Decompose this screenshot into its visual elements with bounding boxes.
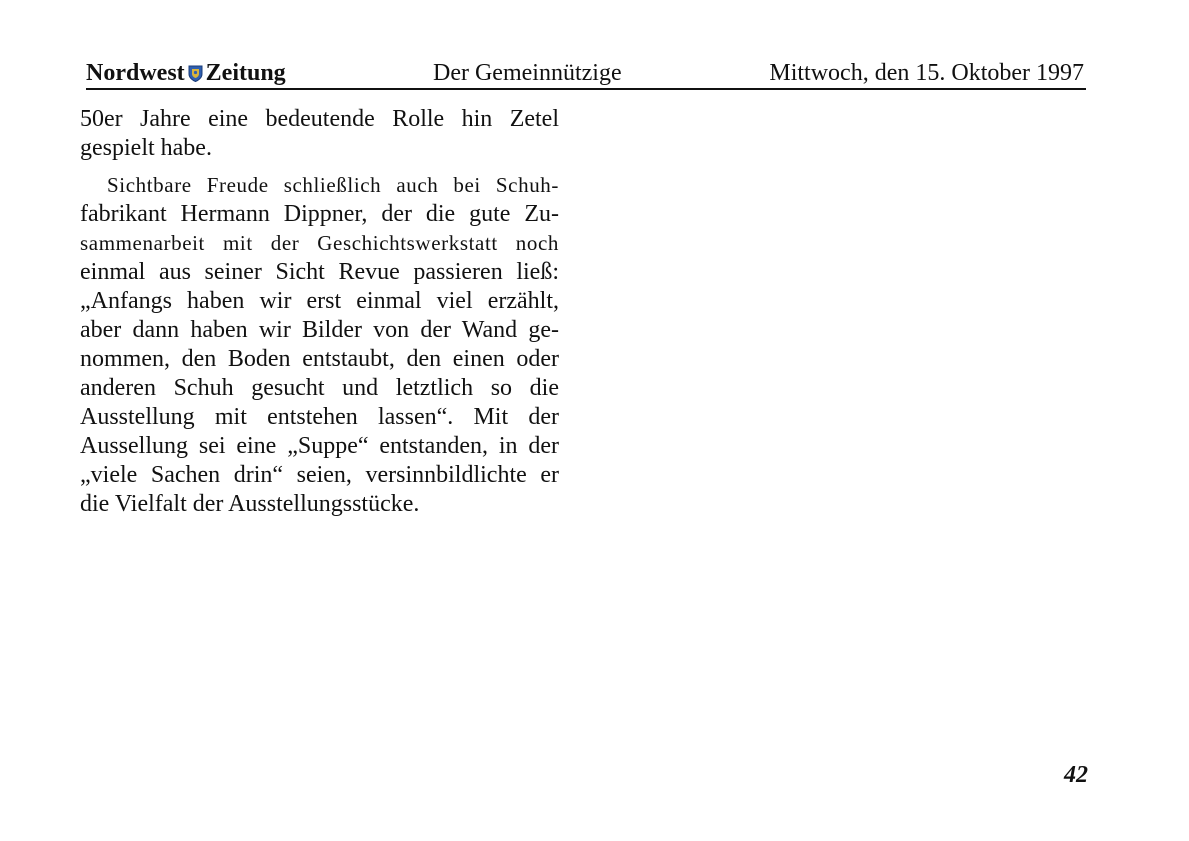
text-line: sammenarbeit mit der Geschichtswerkstatt noch	[80, 231, 559, 255]
page-number: 42	[1064, 762, 1088, 788]
text-line: anderen Schuh gesucht und letztlich so die	[80, 375, 559, 401]
text-line: nommen, den Boden entstaubt, den einen oder	[80, 346, 559, 372]
newspaper-masthead	[86, 58, 286, 88]
text-line: 50er Jahre eine bedeutende Rolle hin Zetel	[80, 106, 559, 132]
text-line: gespielt habe.	[80, 135, 212, 161]
text-line: „Anfangs haben wir erst einmal viel erzählt,	[80, 288, 559, 314]
article-paragraph	[80, 105, 559, 163]
article-column	[80, 105, 559, 519]
text-line-content: Sichtbare Freude schließlich auch bei Schuh-	[107, 173, 559, 197]
masthead-left-word: Nordwest	[86, 60, 185, 86]
text-line: „viele Sachen drin“ seien, versinnbildlichte er	[80, 462, 559, 488]
issue-date: Mittwoch, den 15. Oktober 1997	[769, 60, 1084, 86]
article-paragraph	[80, 171, 559, 519]
coat-of-arms-icon	[188, 65, 203, 82]
section-title: Der Gemeinnützige	[433, 60, 622, 86]
page-header	[86, 58, 1086, 90]
text-line: aber dann haben wir Bilder von der Wand ge-	[80, 317, 559, 343]
text-line: einmal aus seiner Sicht Revue passieren ließ:	[80, 259, 559, 285]
masthead-right-word: Zeitung	[205, 60, 286, 86]
text-line-indented	[80, 171, 559, 200]
text-line: Aussellung sei eine „Suppe“ entstanden, in der	[80, 433, 559, 459]
text-line: Ausstellung mit entstehen lassen“. Mit der	[80, 404, 559, 430]
text-line: fabrikant Hermann Dippner, der die gute Zu-	[80, 201, 559, 227]
text-line: die Vielfalt der Ausstellungsstücke.	[80, 491, 420, 517]
